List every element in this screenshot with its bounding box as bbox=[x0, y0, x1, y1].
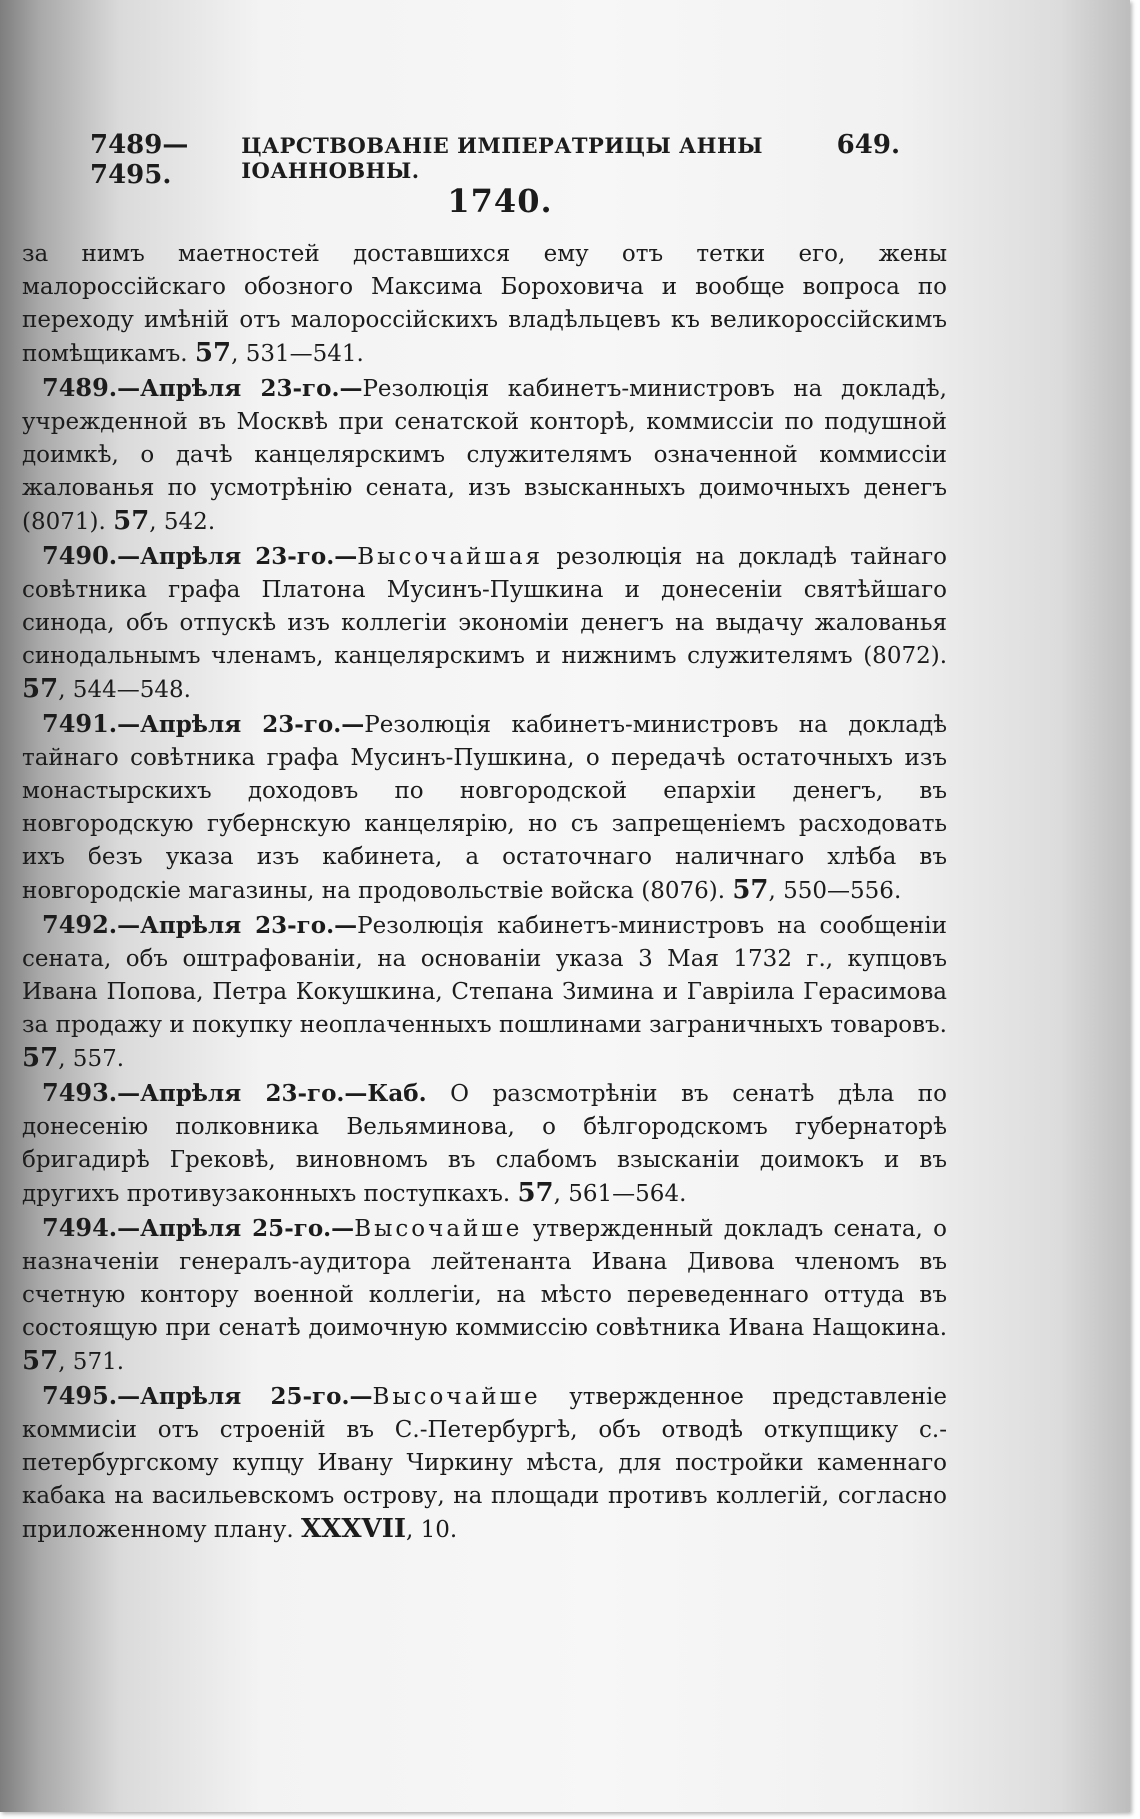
entry-date: —Апрѣля 23-го.—Каб. bbox=[117, 1080, 427, 1107]
entry-number: 7493. bbox=[42, 1078, 118, 1107]
entry-spaced-word: Высочайшая bbox=[357, 544, 544, 570]
entry-date: —Апрѣля 23-го.— bbox=[117, 375, 363, 402]
entry-number: 7494. bbox=[42, 1213, 118, 1242]
volume-ref: 57 bbox=[517, 1178, 554, 1208]
page-body bbox=[22, 238, 947, 1547]
entry-date: —Апрѣля 23-го.— bbox=[117, 912, 358, 939]
volume-ref: XXXVII bbox=[301, 1514, 407, 1544]
entry-text: Резолюцiя кабинетъ-министровъ на докладѣ тайнаго совѣтника графа Мусинъ-Пушкина, о передачѣ остаточныхъ изъ монастырскихъ доходовъ по новгородской епархiи денегъ, въ новгородскую губернскую канцелярiю, но съ запрещенiемъ расходовать ихъ безъ указа изъ кабинета, а остаточнаго наличнаго хлѣба въ новгородскiе магазины, на продовольствiе войска (8076). bbox=[22, 712, 947, 904]
page-ref: , 561—564. bbox=[553, 1181, 687, 1207]
entry-date: —Апрѣля 25-го.— bbox=[117, 1215, 355, 1242]
entry-7491 bbox=[22, 707, 947, 908]
page-ref: , 542. bbox=[149, 509, 216, 535]
entry-number: 7489. bbox=[42, 373, 118, 402]
volume-ref: 57 bbox=[22, 1043, 59, 1073]
volume-ref: 57 bbox=[113, 506, 150, 536]
continuation-paragraph bbox=[22, 238, 947, 371]
entry-7489 bbox=[22, 371, 947, 539]
volume-ref: 57 bbox=[194, 338, 232, 368]
entry-date: —Апрѣля 23-го.— bbox=[117, 543, 358, 570]
entry-7494 bbox=[22, 1211, 947, 1379]
page-ref: , 571. bbox=[58, 1349, 125, 1375]
page-ref: , 10. bbox=[406, 1517, 458, 1543]
entry-7493 bbox=[22, 1076, 947, 1211]
entry-number: 7491. bbox=[42, 709, 118, 738]
continuation-text: за нимъ маетностей доставшихся ему отъ тетки его, жены малороссiйскаго обозного Максима Бороховича и вообще вопроса по переходу имѣнiй отъ малороссiйскихъ владѣльцевъ къ великороссiйскимъ помѣщикамъ. bbox=[22, 241, 947, 367]
entry-text: утвержденное представленiе коммисiи отъ строенiй въ С.-Петербургѣ, объ отводѣ откупщику с.-петербургскому купцу Ивану Чиркину мѣста, для постройки каменнаго кабака на васильевскомъ острову, на площади противъ коллегiй, согласно приложенному плану. bbox=[22, 1384, 947, 1543]
entry-spaced-word: Высочайше bbox=[354, 1216, 523, 1242]
entry-date: —Апрѣля 23-го.— bbox=[117, 711, 365, 738]
entry-7495 bbox=[22, 1379, 947, 1547]
page-ref: , 544—548. bbox=[58, 677, 191, 703]
entry-text: утвержденный докладъ сената, о назначенiи генералъ-аудитора лейтенанта Ивана Дивова членомъ въ счетную контору военной коллегiи, на мѣсто переведеннаго оттуда въ состоящую при сенатѣ доимочную коммиссiю совѣтника Ивана Нащокина. bbox=[22, 1216, 947, 1341]
page-ref: , 557. bbox=[58, 1046, 125, 1072]
entry-number: 7495. bbox=[42, 1381, 118, 1410]
entry-number: 7492. bbox=[42, 910, 118, 939]
volume-ref: 57 bbox=[22, 1346, 59, 1376]
page-number: 649. bbox=[836, 130, 900, 160]
volume-ref: 57 bbox=[732, 875, 769, 905]
entry-text: резолюцiя на докладѣ тайнаго совѣтника графа Платона Мусинъ-Пушкина и донесенiи святѣйшаго синода, объ отпускѣ изъ коллегiи экономiи денегъ на выдачу жалованья синодальнымъ членамъ, канцелярскимъ и нижнимъ служителямъ (8072). bbox=[22, 544, 948, 669]
entry-text: О разсмотрѣнiи въ сенатѣ дѣла по донесенiю полковника Вельяминова, о бѣлгородскомъ губернаторѣ бригадирѣ Грековѣ, виновномъ въ слабомъ взысканiи доимокъ и въ другихъ противузаконныхъ поступкахъ. bbox=[22, 1081, 947, 1207]
volume-ref: 57 bbox=[22, 674, 59, 704]
entry-text: Резолюцiя кабинетъ-министровъ на докладѣ, учрежденной въ Москвѣ при сенатской конторѣ, коммиссiи по подушной доимкѣ, о дачѣ канцелярскимъ служителямъ означенной коммиссiи жалованья по усмотрѣнiю сената, изъ взысканныхъ доимочныхъ денегъ (8071). bbox=[22, 376, 947, 535]
entry-spaced-word: Высочайше bbox=[372, 1384, 541, 1410]
entry-text: Резолюцiя кабинетъ-министровъ на сообщенiи сената, объ оштрафованiи, на основанiи указа 3 Мая 1732 г., купцовъ Ивана Попова, Петра Кокушкина, Степана Зимина и Гаврiила Герасимова за продажу и покупку неоплаченныхъ пошлинами заграничныхъ товаровъ. bbox=[22, 913, 947, 1038]
entry-7490 bbox=[22, 539, 947, 707]
entry-number: 7490. bbox=[42, 541, 118, 570]
entry-date: —Апрѣля 25-го.— bbox=[117, 1383, 373, 1410]
page-ref: , 531—541. bbox=[231, 341, 364, 367]
page-ref: , 550—556. bbox=[768, 878, 902, 904]
running-header bbox=[90, 130, 900, 190]
entry-range: 7489—7495. bbox=[90, 130, 189, 190]
running-title: ЦАРСТВОВАНIЕ ИМПЕРАТРИЦЫ АННЫ IОАННОВНЫ. bbox=[241, 133, 764, 183]
year-heading: 1740. bbox=[447, 182, 553, 220]
entry-7492 bbox=[22, 908, 947, 1076]
